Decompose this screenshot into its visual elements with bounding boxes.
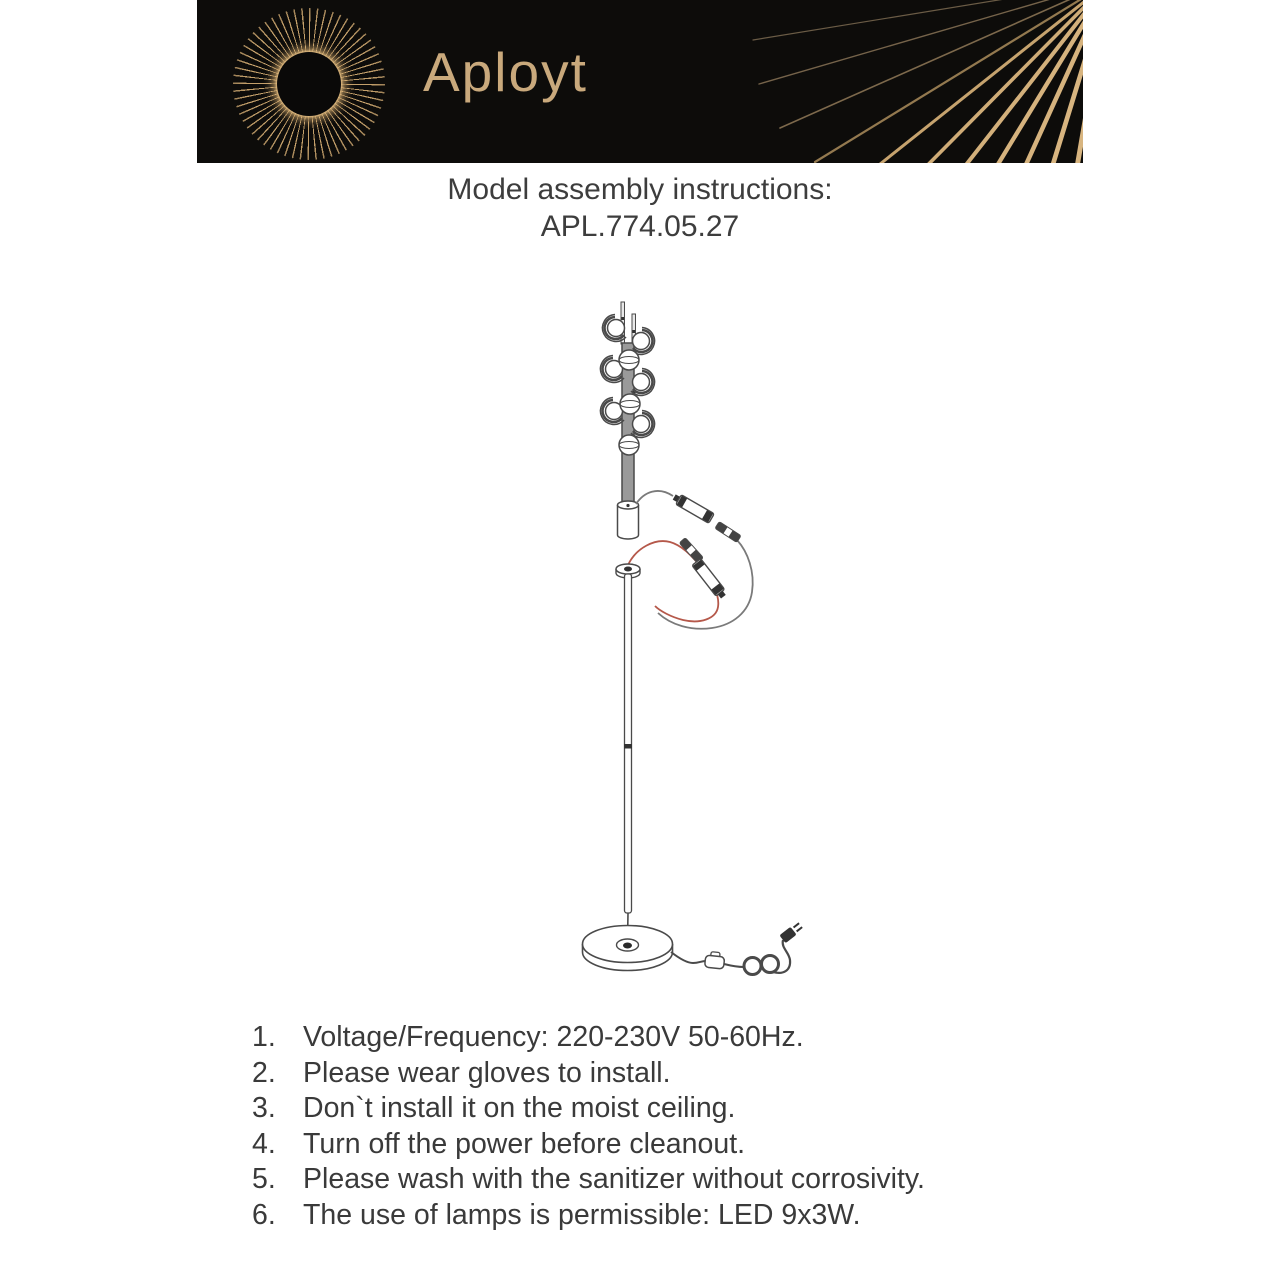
brand-name: Aployt <box>423 41 588 103</box>
list-item <box>252 1092 1112 1128</box>
item-text: Voltage/Frequency: 220-230V 50-60Hz. <box>303 1021 804 1053</box>
sunburst-core <box>277 52 341 116</box>
list-item <box>252 1128 1112 1164</box>
item-text: Please wear gloves to install. <box>303 1056 671 1089</box>
item-number: 6. <box>252 1198 276 1231</box>
gray-wire <box>636 491 673 504</box>
item-number: 4. <box>252 1127 276 1160</box>
item-number: 3. <box>252 1092 276 1125</box>
lamp-sphere-2 <box>620 394 640 414</box>
item-text: The use of lamps is permissible: LED 9x3W. <box>303 1198 861 1231</box>
page-title: Model assembly instructions: <box>447 173 833 206</box>
item-text: Please wash with the sanitizer without corrosivity. <box>303 1163 925 1196</box>
wire-connector-2 <box>715 522 741 543</box>
item-text: Don`t install it on the moist ceiling. <box>303 1092 736 1125</box>
gray-wire-loop <box>658 540 753 629</box>
brand-banner <box>197 0 1083 163</box>
cord-coil-1 <box>744 958 761 975</box>
lamp-assembly-diagram <box>540 280 860 1000</box>
base-disc <box>583 926 673 971</box>
inline-switch <box>705 951 726 969</box>
item-number: 5. <box>252 1163 276 1196</box>
list-item <box>252 1057 1112 1093</box>
list-item <box>252 1199 1112 1235</box>
instructions-list <box>252 1021 1112 1235</box>
model-code: APL.774.05.27 <box>540 210 740 243</box>
item-text: Turn off the power before cleanout. <box>303 1127 746 1160</box>
item-number: 2. <box>252 1056 276 1089</box>
item-number: 1. <box>252 1021 276 1053</box>
column-cylinder <box>618 501 639 539</box>
wire-connector-1 <box>671 492 714 523</box>
lamp-sphere-3 <box>619 435 639 455</box>
wire-connector-4 <box>692 559 728 600</box>
power-cord <box>671 921 804 974</box>
title-block <box>0 171 1280 245</box>
lamp-sphere-1 <box>619 350 639 370</box>
main-pole <box>624 574 632 941</box>
list-item <box>252 1163 1112 1199</box>
cord-coil-2 <box>762 956 779 973</box>
list-item <box>252 1021 1112 1057</box>
power-plug-icon <box>779 921 803 943</box>
